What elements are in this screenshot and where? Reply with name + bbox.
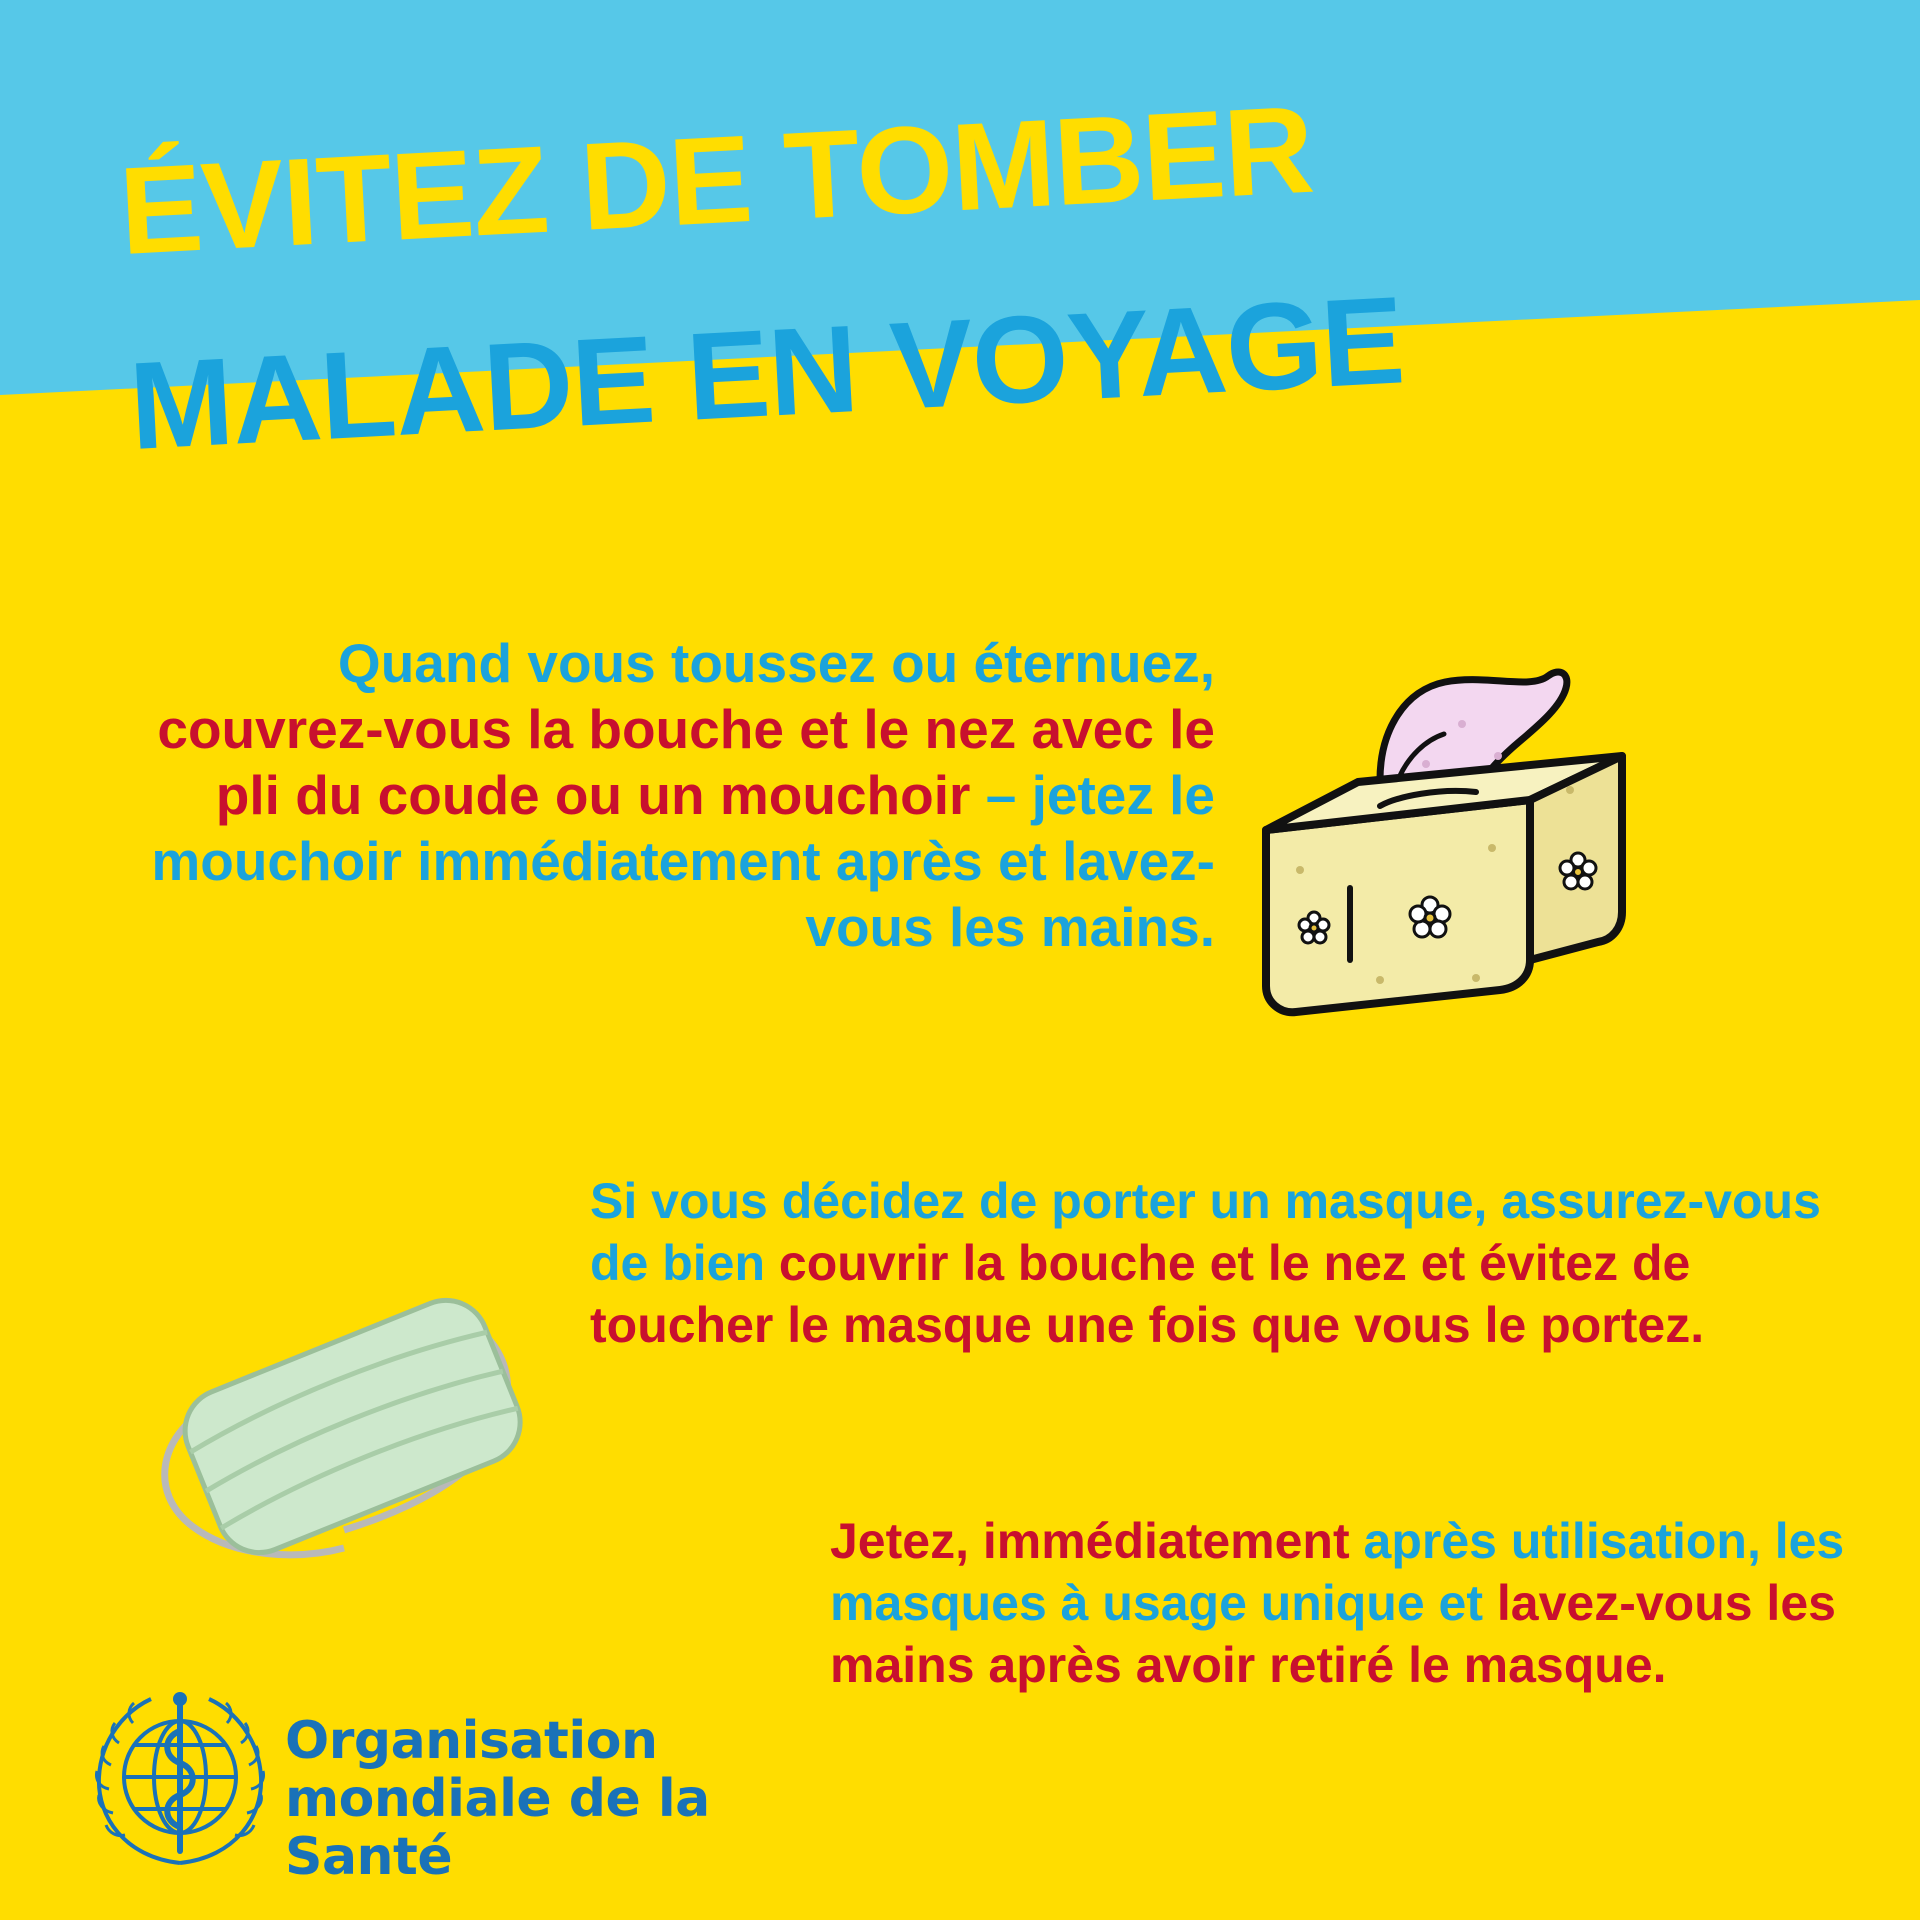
text-block-mask-wearing [590,1170,1850,1356]
who-logo [85,1680,775,1888]
poster-title [0,0,1920,560]
who-logo-text [285,1712,785,1887]
cough-text-segment-3: – jetez le mouchoir immédiatement après et lavez-vous les mains. [151,764,1215,958]
disposal-text-segment-1: Jetez, immédiatement [830,1513,1364,1569]
text-block-cough-etiquette [110,630,1215,960]
title-line-2: MALADE EN VOYAGE [126,271,1407,476]
who-logo-line-1: Organisation [285,1711,658,1771]
mask-text-segment-1: Si vous décidez de porter un masque, assurez-vous de bien [590,1173,1821,1291]
title-line-1: ÉVITEZ DE TOMBER [116,80,1317,281]
disposal-text-segment-2: après utilisation, les masques à usage unique et [830,1513,1845,1631]
tissue-box-illustration [1230,660,1700,1060]
who-emblem-icon [85,1685,275,1875]
cough-text-segment-1: Quand vous toussez ou éternuez, [337,632,1215,694]
disposal-text-segment-3: lavez-vous les mains après avoir retiré le masque. [830,1575,1836,1693]
text-block-mask-disposal [830,1510,1850,1696]
who-logo-line-2: mondiale de la Santé [285,1769,710,1888]
surgical-mask-illustration [130,1230,570,1600]
mask-text-segment-2: couvrir la bouche et le nez et évitez de toucher le masque une fois que vous le portez. [590,1235,1705,1353]
cough-text-segment-2: couvrez-vous la bouche et le nez avec le pli du coude ou un mouchoir [157,698,1215,826]
